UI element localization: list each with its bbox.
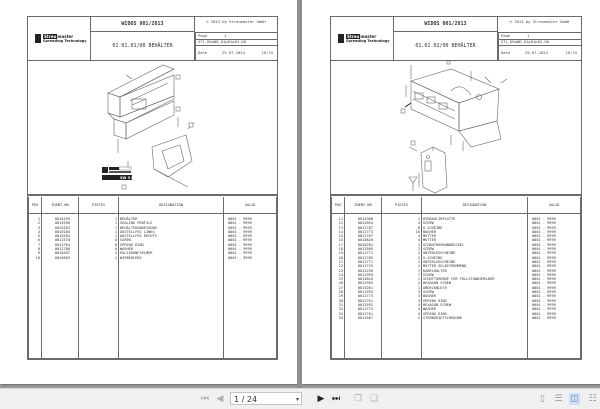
- row-valid: 0001 - 9999: [528, 286, 581, 290]
- col-pos: POS: [29, 197, 42, 214]
- doc-id: STL_D6pND_01p01p02-00: [498, 39, 581, 46]
- two-page-continuous-icon: ☷: [588, 394, 597, 404]
- row-valid: 0001 - 9999: [528, 307, 581, 311]
- row-pieces: 8: [79, 238, 119, 242]
- doc-subtitle: 01.01.01/00 BEHÄLTER: [91, 32, 195, 60]
- row-ident: 0010565: [42, 256, 79, 260]
- row-pos: 6: [29, 238, 42, 242]
- row-pieces: 1: [79, 214, 119, 222]
- row-ident: 0012764: [42, 243, 79, 247]
- row-valid: 0001 - 9999: [528, 251, 581, 255]
- row-pos: 29: [332, 294, 345, 298]
- col-designation: DESIGNATION: [119, 197, 224, 214]
- row-valid: 0001 - 9999: [224, 238, 277, 242]
- col-pieces: PIECES: [79, 197, 119, 214]
- row-pos: 9: [29, 251, 42, 255]
- row-valid: 0001 - 9999: [224, 247, 277, 251]
- brand-logo: [35, 34, 85, 45]
- row-pieces: 1: [79, 226, 119, 230]
- empty-cell: [224, 260, 277, 359]
- col-pos: POS: [332, 197, 345, 214]
- row-pieces: 1: [382, 286, 422, 290]
- row-pos: 15: [332, 234, 345, 238]
- row-valid: 0001 - 9999: [224, 243, 277, 247]
- row-designation: WASHER: [422, 230, 528, 234]
- brand-name-dark: Streu: [44, 34, 57, 39]
- row-pieces: 7: [382, 269, 422, 273]
- row-valid: 0001 - 9999: [224, 256, 277, 260]
- brand-mark-icon: [338, 34, 344, 43]
- col-ident: IDENT-NO: [42, 197, 79, 214]
- row-ident: 0012761: [345, 299, 382, 303]
- row-valid: 0001 - 9999: [224, 221, 277, 225]
- row-designation: MUTTER: [422, 238, 528, 242]
- row-pos: 4: [29, 230, 42, 234]
- row-valid: 0001 - 9999: [528, 281, 581, 285]
- row-valid: 0001 - 9999: [528, 247, 581, 251]
- row-pos: 26: [332, 281, 345, 285]
- row-valid: 0001 - 9999: [528, 238, 581, 242]
- date-label: Date: [198, 50, 208, 55]
- last-page-icon: ⏭: [331, 394, 341, 404]
- row-designation: AUSTELLFEE LINKS: [119, 230, 224, 234]
- brand-name-light: master: [57, 34, 74, 39]
- copyright: © 2013 by Streumaster GmbH: [206, 19, 266, 24]
- row-designation: BEHÄLTERABDECKUNG: [119, 226, 224, 230]
- two-page-continuous-view-button[interactable]: [587, 393, 598, 405]
- page-number-value: 1 / 24: [234, 395, 258, 404]
- row-ident: 0012959: [345, 273, 382, 277]
- row-pos: 23: [332, 269, 345, 273]
- row-ident: 0012593: [345, 290, 382, 294]
- first-page-icon: ⏮: [200, 394, 210, 404]
- row-valid: 0001 - 9999: [528, 316, 581, 320]
- row-designation: SCHAUTROGRANDDECKEL: [422, 243, 528, 247]
- row-ident: 0010820: [345, 238, 382, 242]
- row-pieces: 1: [79, 251, 119, 255]
- next-page-icon: ▶: [317, 394, 325, 404]
- row-pos: 32: [332, 307, 345, 311]
- row-pos: 1: [29, 214, 42, 222]
- row-pieces: 2: [382, 264, 422, 268]
- row-ident: 0012761: [345, 312, 382, 316]
- parts-table-wrap: [331, 197, 581, 359]
- row-designation: STERNGRIFFSCHRAUBE: [422, 316, 528, 320]
- row-pos: 10: [29, 256, 42, 260]
- prev-page-button[interactable]: [214, 393, 226, 405]
- sheet-header: [28, 17, 277, 61]
- row-pos: 27: [332, 286, 345, 290]
- row-valid: 0001 - 9999: [528, 277, 581, 281]
- row-designation: WIEBERLEDE: [119, 256, 224, 260]
- row-pieces: 4: [382, 238, 422, 242]
- row-designation: POLIERANFSELMER: [119, 251, 224, 255]
- empty-cell: [345, 320, 382, 358]
- row-valid: 0001 - 9999: [224, 234, 277, 238]
- row-ident: 0014816: [345, 277, 382, 281]
- date-row: [498, 46, 581, 60]
- row-pos: 21: [332, 260, 345, 264]
- row-ident: 0012787: [345, 226, 382, 230]
- two-page-view-button[interactable]: [569, 393, 580, 405]
- row-pieces: 4: [382, 303, 422, 307]
- prev-page-icon: ◀: [216, 394, 224, 404]
- empty-cell: [422, 320, 528, 358]
- empty-cell: [528, 320, 581, 358]
- table-row: [29, 214, 277, 222]
- row-valid: 0001 - 9999: [528, 303, 581, 307]
- col-valid: VALID: [528, 197, 581, 214]
- row-valid: 0001 - 9999: [528, 234, 581, 238]
- row-pos: 24: [332, 273, 345, 277]
- page-left: [0, 0, 297, 384]
- first-page-button[interactable]: [199, 393, 211, 405]
- row-pieces: 7: [382, 273, 422, 277]
- row-designation: SCREW: [422, 290, 528, 294]
- row-pos: 18: [332, 247, 345, 251]
- row-ident: 0012509: [345, 247, 382, 251]
- row-pieces: 2: [382, 256, 422, 260]
- empty-cell: [119, 260, 224, 359]
- empty-cell: [382, 320, 422, 358]
- row-valid: 0001 - 9999: [528, 312, 581, 316]
- row-pos: 17: [332, 243, 345, 247]
- row-ident: 0014308: [345, 214, 382, 222]
- row-designation: MUTTER SELBSTHEMMEND: [422, 264, 528, 268]
- single-page-icon: ▯: [540, 394, 545, 404]
- date-label: Date: [501, 50, 511, 55]
- paste-button[interactable]: [368, 393, 380, 405]
- row-pos: 25: [332, 277, 345, 281]
- page-number: 1: [224, 33, 227, 38]
- doc-subtitle: 01.01.02/00 BEHÄLTER: [394, 32, 498, 60]
- row-designation: HEXAGON SCREW: [422, 303, 528, 307]
- row-valid: 0001 - 9999: [528, 221, 581, 225]
- hydraulic-drawing-icon: [331, 61, 581, 194]
- row-ident: 0010281: [345, 286, 382, 290]
- parts-sheet: [27, 16, 278, 360]
- row-ident: 0012707: [345, 234, 382, 238]
- row-valid: 0001 - 9999: [528, 243, 581, 247]
- col-pieces: PIECES: [382, 197, 422, 214]
- svg-text:SW 3 FC: SW 3 FC: [120, 176, 137, 180]
- brand-name-light: master: [360, 34, 377, 39]
- row-pos: 30: [332, 299, 345, 303]
- row-ident: 0012054: [345, 221, 382, 225]
- row-pieces: 3: [382, 290, 422, 294]
- row-designation: WASHER: [422, 307, 528, 311]
- row-ident: 0012592: [345, 303, 382, 307]
- row-pos: 16: [332, 238, 345, 242]
- row-ident: 0012578: [42, 238, 79, 242]
- row-designation: SCHUTTGRENZE FÜR FÜLLSTANDSMELDER: [422, 277, 528, 281]
- row-pos: 7: [29, 243, 42, 247]
- empty-cell: [29, 260, 42, 359]
- row-ident: 0012771: [345, 260, 382, 264]
- copy-icon: ❐: [353, 394, 363, 404]
- row-pos: 14: [332, 230, 345, 234]
- row-pos: 33: [332, 312, 345, 316]
- row-pos: 28: [332, 290, 345, 294]
- date-row: [195, 46, 277, 60]
- row-valid: 0001 - 9999: [528, 269, 581, 273]
- row-ident: 0012773: [345, 230, 382, 234]
- row-pos: 11: [332, 214, 345, 222]
- continuous-view-button[interactable]: [553, 393, 564, 405]
- table-row: [332, 316, 581, 320]
- row-pieces: 4: [382, 234, 422, 238]
- row-pieces: 8: [382, 226, 422, 230]
- row-pieces: 1: [382, 277, 422, 281]
- row-ident: 0012788: [42, 247, 79, 251]
- last-page-button[interactable]: [330, 393, 342, 405]
- row-ident: 0012250: [345, 269, 382, 273]
- row-pieces: 8: [79, 243, 119, 247]
- row-ident: 0012775: [345, 307, 382, 311]
- row-pos: 19: [332, 251, 345, 255]
- time-value: 10:25: [565, 50, 577, 55]
- copyright: © 2013 by Streumaster GmbH: [509, 19, 570, 24]
- page-label: Page: [198, 33, 208, 38]
- row-valid: 0001 - 9999: [224, 230, 277, 234]
- col-designation: DESIGNATION: [422, 197, 528, 214]
- chevron-down-icon[interactable]: ▾: [295, 396, 299, 403]
- row-ident: 0014596: [42, 221, 79, 225]
- navigation-toolbar: [0, 388, 600, 409]
- logo-cell: [28, 17, 91, 60]
- page-right: [302, 0, 600, 384]
- brand-tagline: Spreading Technology: [43, 39, 87, 43]
- row-pieces: 16: [382, 230, 422, 234]
- parts-sheet: [330, 16, 582, 360]
- doc-title: WIDOS 001/2013: [394, 17, 498, 32]
- row-designation: WASHER: [422, 294, 528, 298]
- empty-cell: [332, 320, 345, 358]
- page-number-input[interactable]: [230, 392, 302, 405]
- row-valid: 0001 - 9999: [528, 299, 581, 303]
- date-value: 29.07.2024: [222, 50, 245, 55]
- col-valid: VALID: [224, 197, 277, 214]
- row-valid: 0001 - 9999: [528, 226, 581, 230]
- empty-cell: [79, 260, 119, 359]
- row-ident: 0014567: [345, 316, 382, 320]
- row-ident: 0010184: [42, 234, 79, 238]
- row-pos: 12: [332, 221, 345, 225]
- col-ident: IDENT-NO: [345, 197, 382, 214]
- row-designation: AUSTELLFEE RECHTS: [119, 234, 224, 238]
- row-valid: 0001 - 9999: [528, 264, 581, 268]
- row-pieces: 2: [382, 281, 422, 285]
- exploded-drawing-hydraulics: [331, 61, 581, 196]
- row-designation: SPRING RING: [119, 243, 224, 247]
- row-pos: 31: [332, 303, 345, 307]
- table-header-row: [29, 197, 277, 214]
- row-designation: SPRING RING: [422, 312, 528, 316]
- row-designation: ABDECKBLECH: [422, 286, 528, 290]
- table-row: [332, 214, 581, 222]
- row-designation: U-SCHEIBE: [422, 226, 528, 230]
- row-pos: 22: [332, 264, 345, 268]
- table-filler-row: [29, 260, 277, 359]
- row-ident: 0012955: [345, 281, 382, 285]
- row-pos: 3: [29, 226, 42, 230]
- row-pieces: 4: [382, 307, 422, 311]
- row-ident: 0010183: [42, 226, 79, 230]
- doc-title: WIDOS 001/2013: [91, 17, 195, 32]
- row-designation: SEALING PROFILE: [119, 221, 224, 225]
- row-ident: 0010195: [42, 214, 79, 222]
- sheet-header: [331, 17, 581, 61]
- row-designation: WASHER: [119, 247, 224, 251]
- paste-icon: ❑: [369, 394, 379, 404]
- row-pos: 13: [332, 226, 345, 230]
- row-pieces: 8: [79, 247, 119, 251]
- row-designation: SCREW: [422, 247, 528, 251]
- row-pieces: 1: [382, 243, 422, 247]
- row-designation: SCREW: [422, 273, 528, 277]
- continuous-page-icon: ☰: [554, 394, 563, 404]
- page-number: 1: [527, 33, 530, 38]
- row-designation: UNTERLEGSCHEIBE: [422, 251, 528, 255]
- row-ident: 0012771: [345, 251, 382, 255]
- row-pieces: 1: [79, 230, 119, 234]
- time-value: 10:25: [261, 50, 273, 55]
- row-valid: 0001 - 9999: [528, 260, 581, 264]
- parts-table: [28, 197, 277, 359]
- row-pieces: 3: [382, 294, 422, 298]
- row-designation: SPRING RING: [422, 299, 528, 303]
- row-valid: 0001 - 9999: [528, 214, 581, 222]
- row-ident: 0010185: [42, 230, 79, 234]
- row-ident: 0012785: [345, 256, 382, 260]
- row-valid: 0001 - 9999: [528, 256, 581, 260]
- row-valid: 0001 - 9999: [528, 294, 581, 298]
- brand-name-dark: Streu: [347, 34, 360, 39]
- row-pieces: 3: [382, 299, 422, 303]
- row-valid: 0001 - 9999: [224, 226, 277, 230]
- row-ident: 0012725: [345, 264, 382, 268]
- row-ident: 0012775: [345, 294, 382, 298]
- row-designation: U-SCHEIBE: [422, 256, 528, 260]
- row-pieces: 2: [382, 247, 422, 251]
- row-designation: KABELHALTER: [422, 269, 528, 273]
- parts-table: [331, 197, 581, 359]
- row-designation: UNTERLEGSCHEIBE: [422, 260, 528, 264]
- row-pieces: 1: [79, 221, 119, 225]
- row-pieces: 1: [79, 234, 119, 238]
- row-pos: 8: [29, 247, 42, 251]
- two-page-icon: ◫: [570, 394, 579, 404]
- row-ident: 0010281: [345, 243, 382, 247]
- hopper-drawing-icon: [28, 61, 277, 194]
- row-valid: 0001 - 9999: [528, 230, 581, 234]
- row-designation: HEXAGON SCREW: [422, 281, 528, 285]
- single-page-view-button[interactable]: [537, 393, 548, 405]
- row-valid: 0001 - 9999: [224, 214, 277, 222]
- copy-button[interactable]: [352, 393, 364, 405]
- date-value: 29.07.2024: [525, 50, 548, 55]
- row-pieces: 2: [382, 260, 422, 264]
- row-valid: 0001 - 9999: [528, 273, 581, 277]
- table-filler-row: [332, 320, 581, 358]
- next-page-button[interactable]: [315, 393, 327, 405]
- row-pieces: 2: [382, 316, 422, 320]
- row-designation: HYDRAULIKPLATTE: [422, 214, 528, 222]
- row-designation: BEHÄLTER: [119, 214, 224, 222]
- empty-cell: [42, 260, 79, 359]
- row-valid: 0001 - 9999: [528, 290, 581, 294]
- row-pieces: 1: [79, 256, 119, 260]
- row-ident: 0010187: [42, 251, 79, 255]
- row-pieces: 4: [382, 221, 422, 225]
- row-designation: MUTTER: [422, 234, 528, 238]
- page-label: Page: [501, 33, 511, 38]
- parts-table-wrap: [28, 197, 277, 359]
- row-valid: 0001 - 9999: [224, 251, 277, 255]
- table-row: [332, 264, 581, 268]
- brand-tagline: Spreading Technology: [346, 39, 390, 43]
- row-pieces: 4: [382, 312, 422, 316]
- row-pos: 34: [332, 316, 345, 320]
- row-designation: SCREW: [422, 221, 528, 225]
- table-header-row: [332, 197, 581, 214]
- row-pos: 5: [29, 234, 42, 238]
- exploded-drawing-hopper: [28, 61, 277, 196]
- row-pos: 2: [29, 221, 42, 225]
- row-designation: SCREW: [119, 238, 224, 242]
- brand-logo: [338, 34, 388, 45]
- row-pos: 20: [332, 256, 345, 260]
- row-pieces: 1: [382, 214, 422, 222]
- logo-cell: [331, 17, 394, 60]
- brand-mark-icon: [35, 34, 41, 43]
- doc-id: STL_D6pND_01p01p01-00: [195, 39, 277, 46]
- row-pieces: 2: [382, 251, 422, 255]
